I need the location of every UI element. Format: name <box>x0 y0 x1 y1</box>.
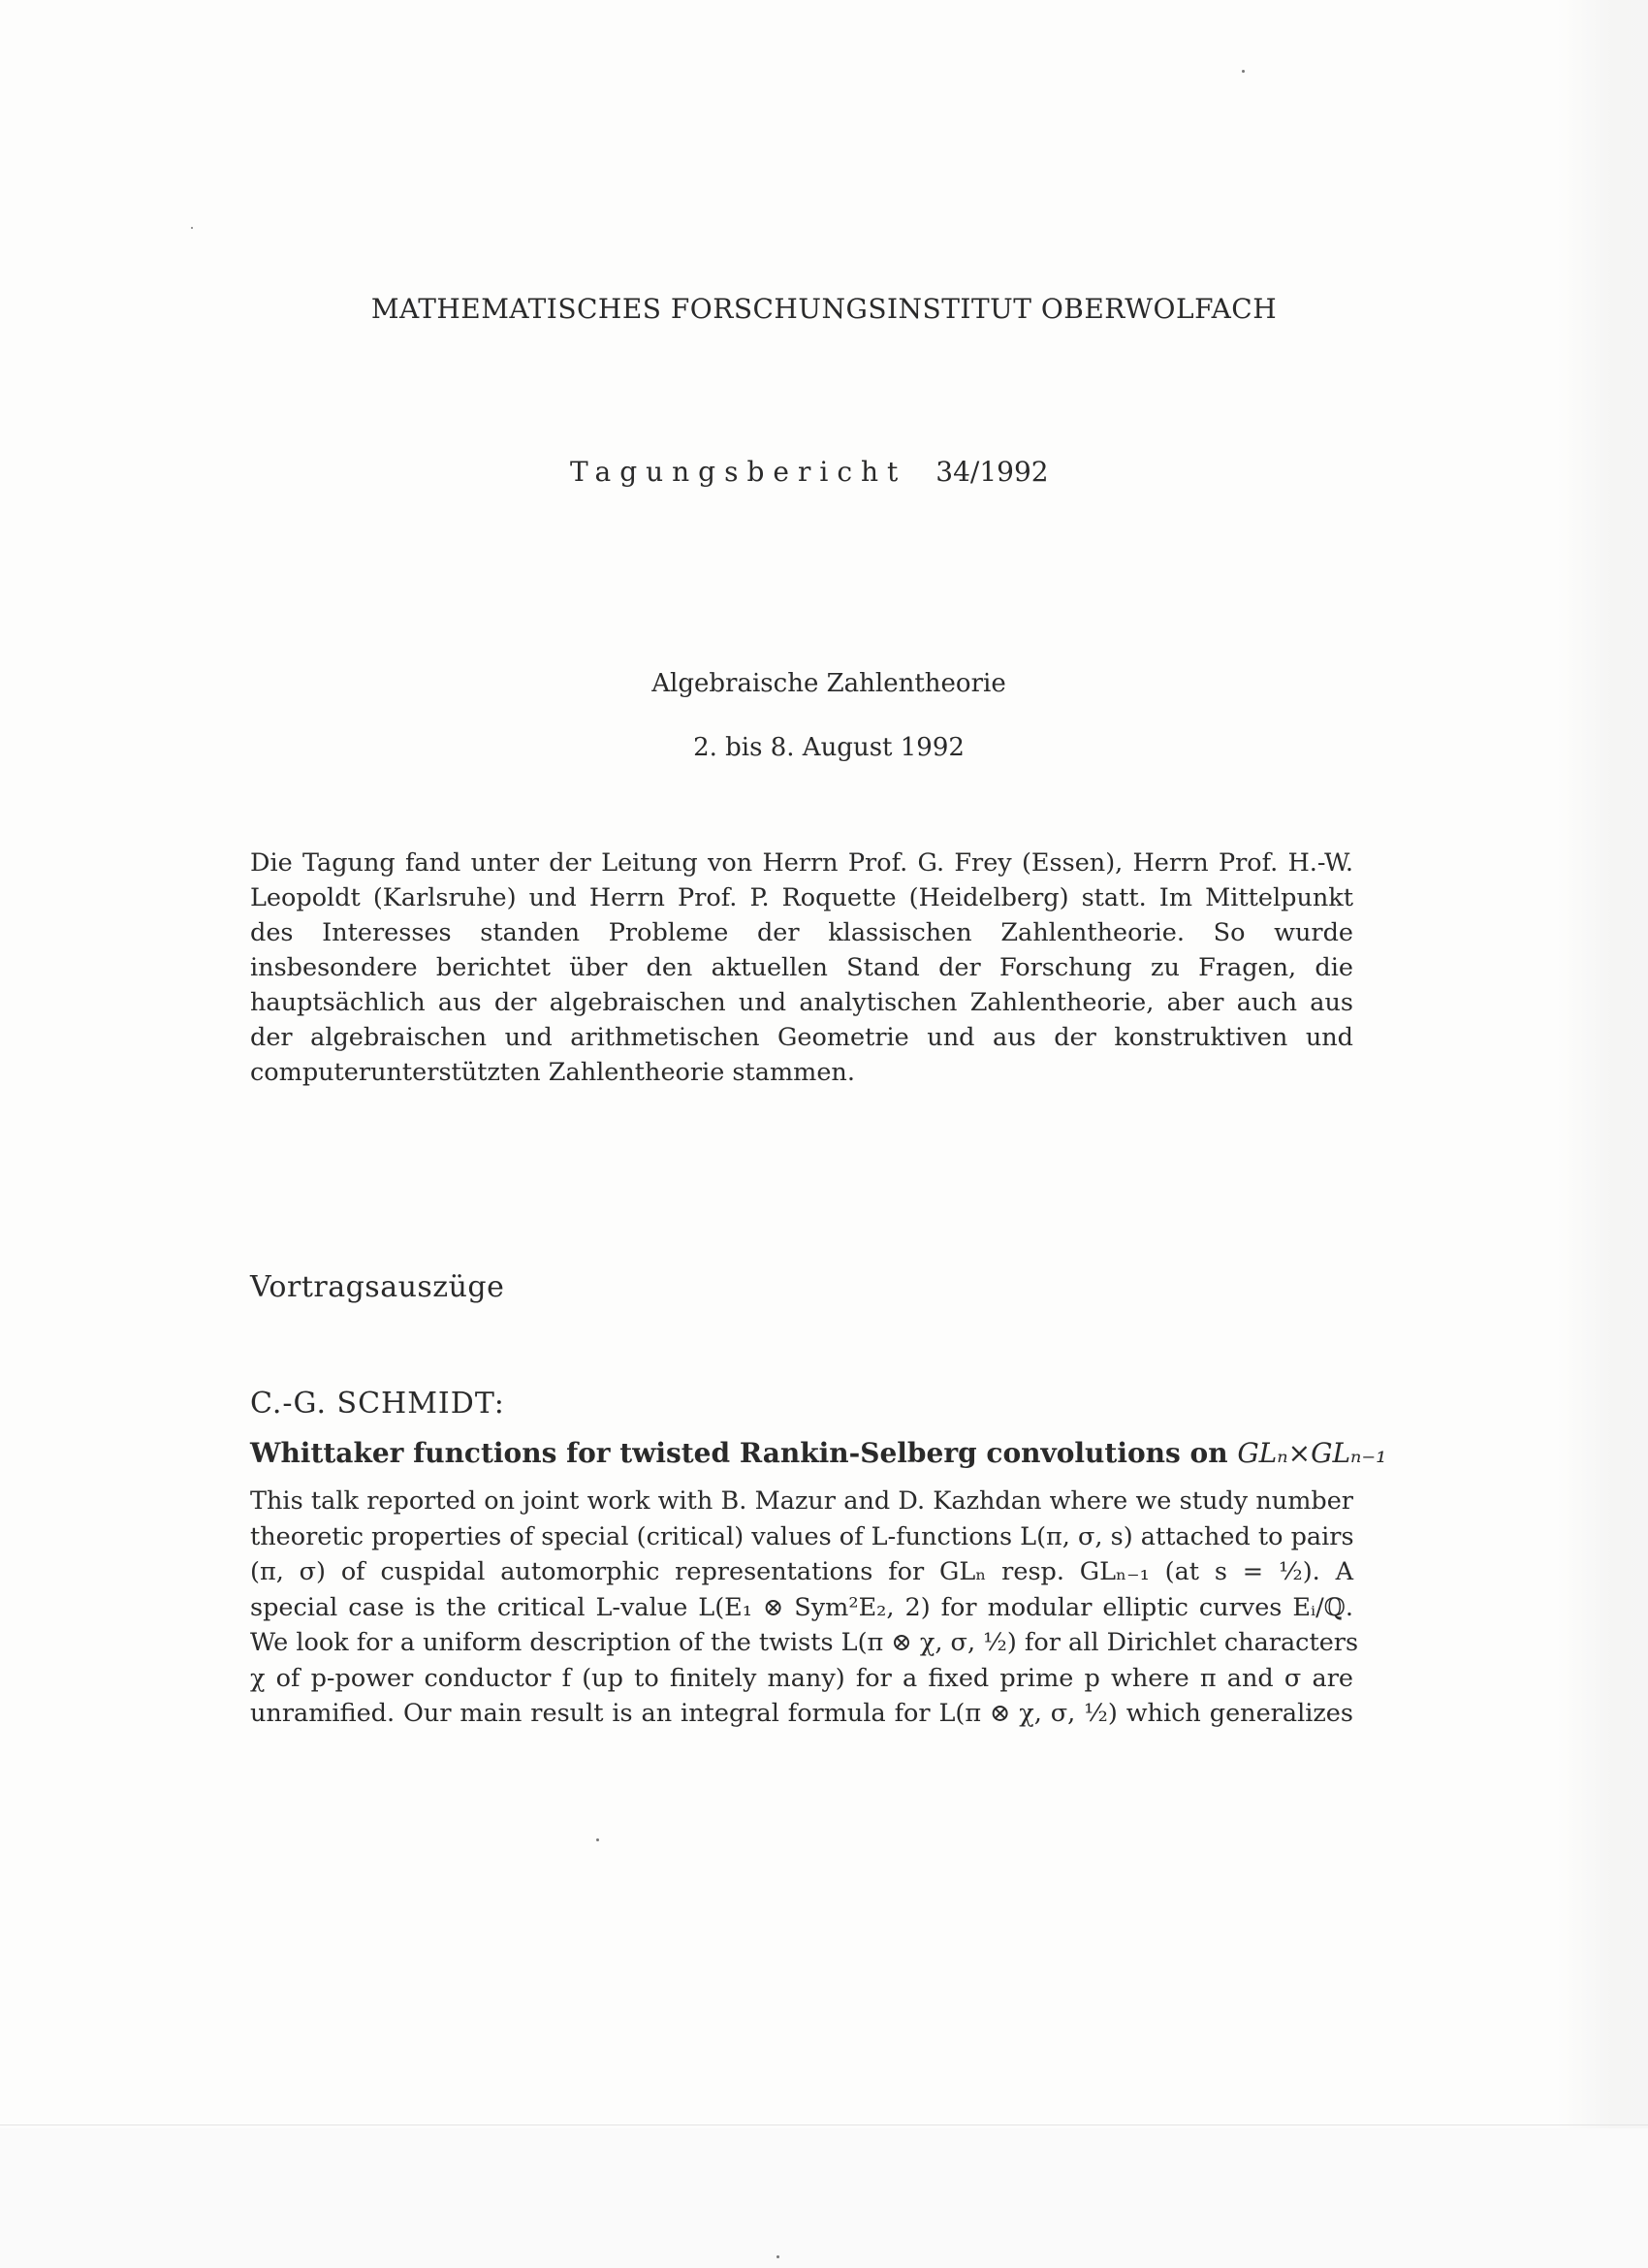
scan-speck <box>191 227 193 229</box>
meeting-dates: 2. bis 8. August 1992 <box>693 733 965 762</box>
report-label: Tagungsbericht <box>570 456 907 488</box>
section-heading: Vortragsauszüge <box>250 1270 505 1304</box>
meeting-topic: Algebraische Zahlentheorie <box>651 669 1006 698</box>
scan-edge-shadow <box>1557 0 1648 2268</box>
talk-title-text: Whittaker functions for twisted Rankin-Selberg convolutions on <box>250 1437 1228 1469</box>
report-number: 34/1992 <box>935 456 1049 488</box>
scan-fold-line <box>0 2124 1648 2125</box>
scan-speck <box>596 1838 599 1841</box>
report-header <box>570 456 1049 488</box>
intro-paragraph: Die Tagung fand unter der Leitung von Herrn Prof. G. Frey (Essen), Herrn Prof. H.-W. Leopoldt (Karlsruhe) und Herrn Prof. P. Roquette (Heidelberg) statt. Im Mittelpunkt des Interesses standen Probleme der klassischen Zahlentheorie. So wurde insbesondere berichtet über den aktuellen Stand der Forschung zu Fragen, die hauptsächlich aus der algebraischen und analytischen Zahlentheorie, aber auch aus der algebraischen und arithmetischen Geometrie und aus der konstruktiven und computerunterstützten Zahlentheorie stammen. <box>250 848 1353 1087</box>
abstract-line: We look for a uniform description of the twists L(π ⊗ χ, σ, ½) for all Dirichlet characters <box>250 1628 1359 1657</box>
talk-speaker: C.-G. SCHMIDT: <box>250 1387 505 1421</box>
abstract-line: special case is the critical L-value L(E₁ ⊗ Sym²E₂, 2) for modular elliptic curves Eᵢ/ℚ. <box>250 1592 1353 1622</box>
talk-title-math: GLₙ×GLₙ₋₁ <box>1237 1437 1387 1469</box>
abstract-line: χ of p-power conductor f (up to finitely many) for a fixed prime p where π and σ are <box>250 1663 1353 1693</box>
abstract-line: theoretic properties of special (critical) values of L-functions L(π, σ, s) attached to pairs <box>250 1521 1354 1551</box>
talk-title <box>250 1437 1387 1469</box>
abstract-line: This talk reported on joint work with B. Mazur and D. Kazhdan where we study number <box>250 1486 1353 1516</box>
abstract-line: unramified. Our main result is an integral formula for L(π ⊗ χ, σ, ½) which generalizes <box>250 1699 1353 1728</box>
scan-speck <box>1242 70 1245 73</box>
scan-speck <box>776 2255 779 2258</box>
scan-bottom-margin <box>0 2128 1648 2268</box>
abstract-line: (π, σ) of cuspidal automorphic representations for GLₙ resp. GLₙ₋₁ (at s = ½). A <box>250 1557 1353 1586</box>
institute-name: MATHEMATISCHES FORSCHUNGSINSTITUT OBERWOLFACH <box>370 293 1278 325</box>
talk-abstract <box>250 1484 1359 1732</box>
